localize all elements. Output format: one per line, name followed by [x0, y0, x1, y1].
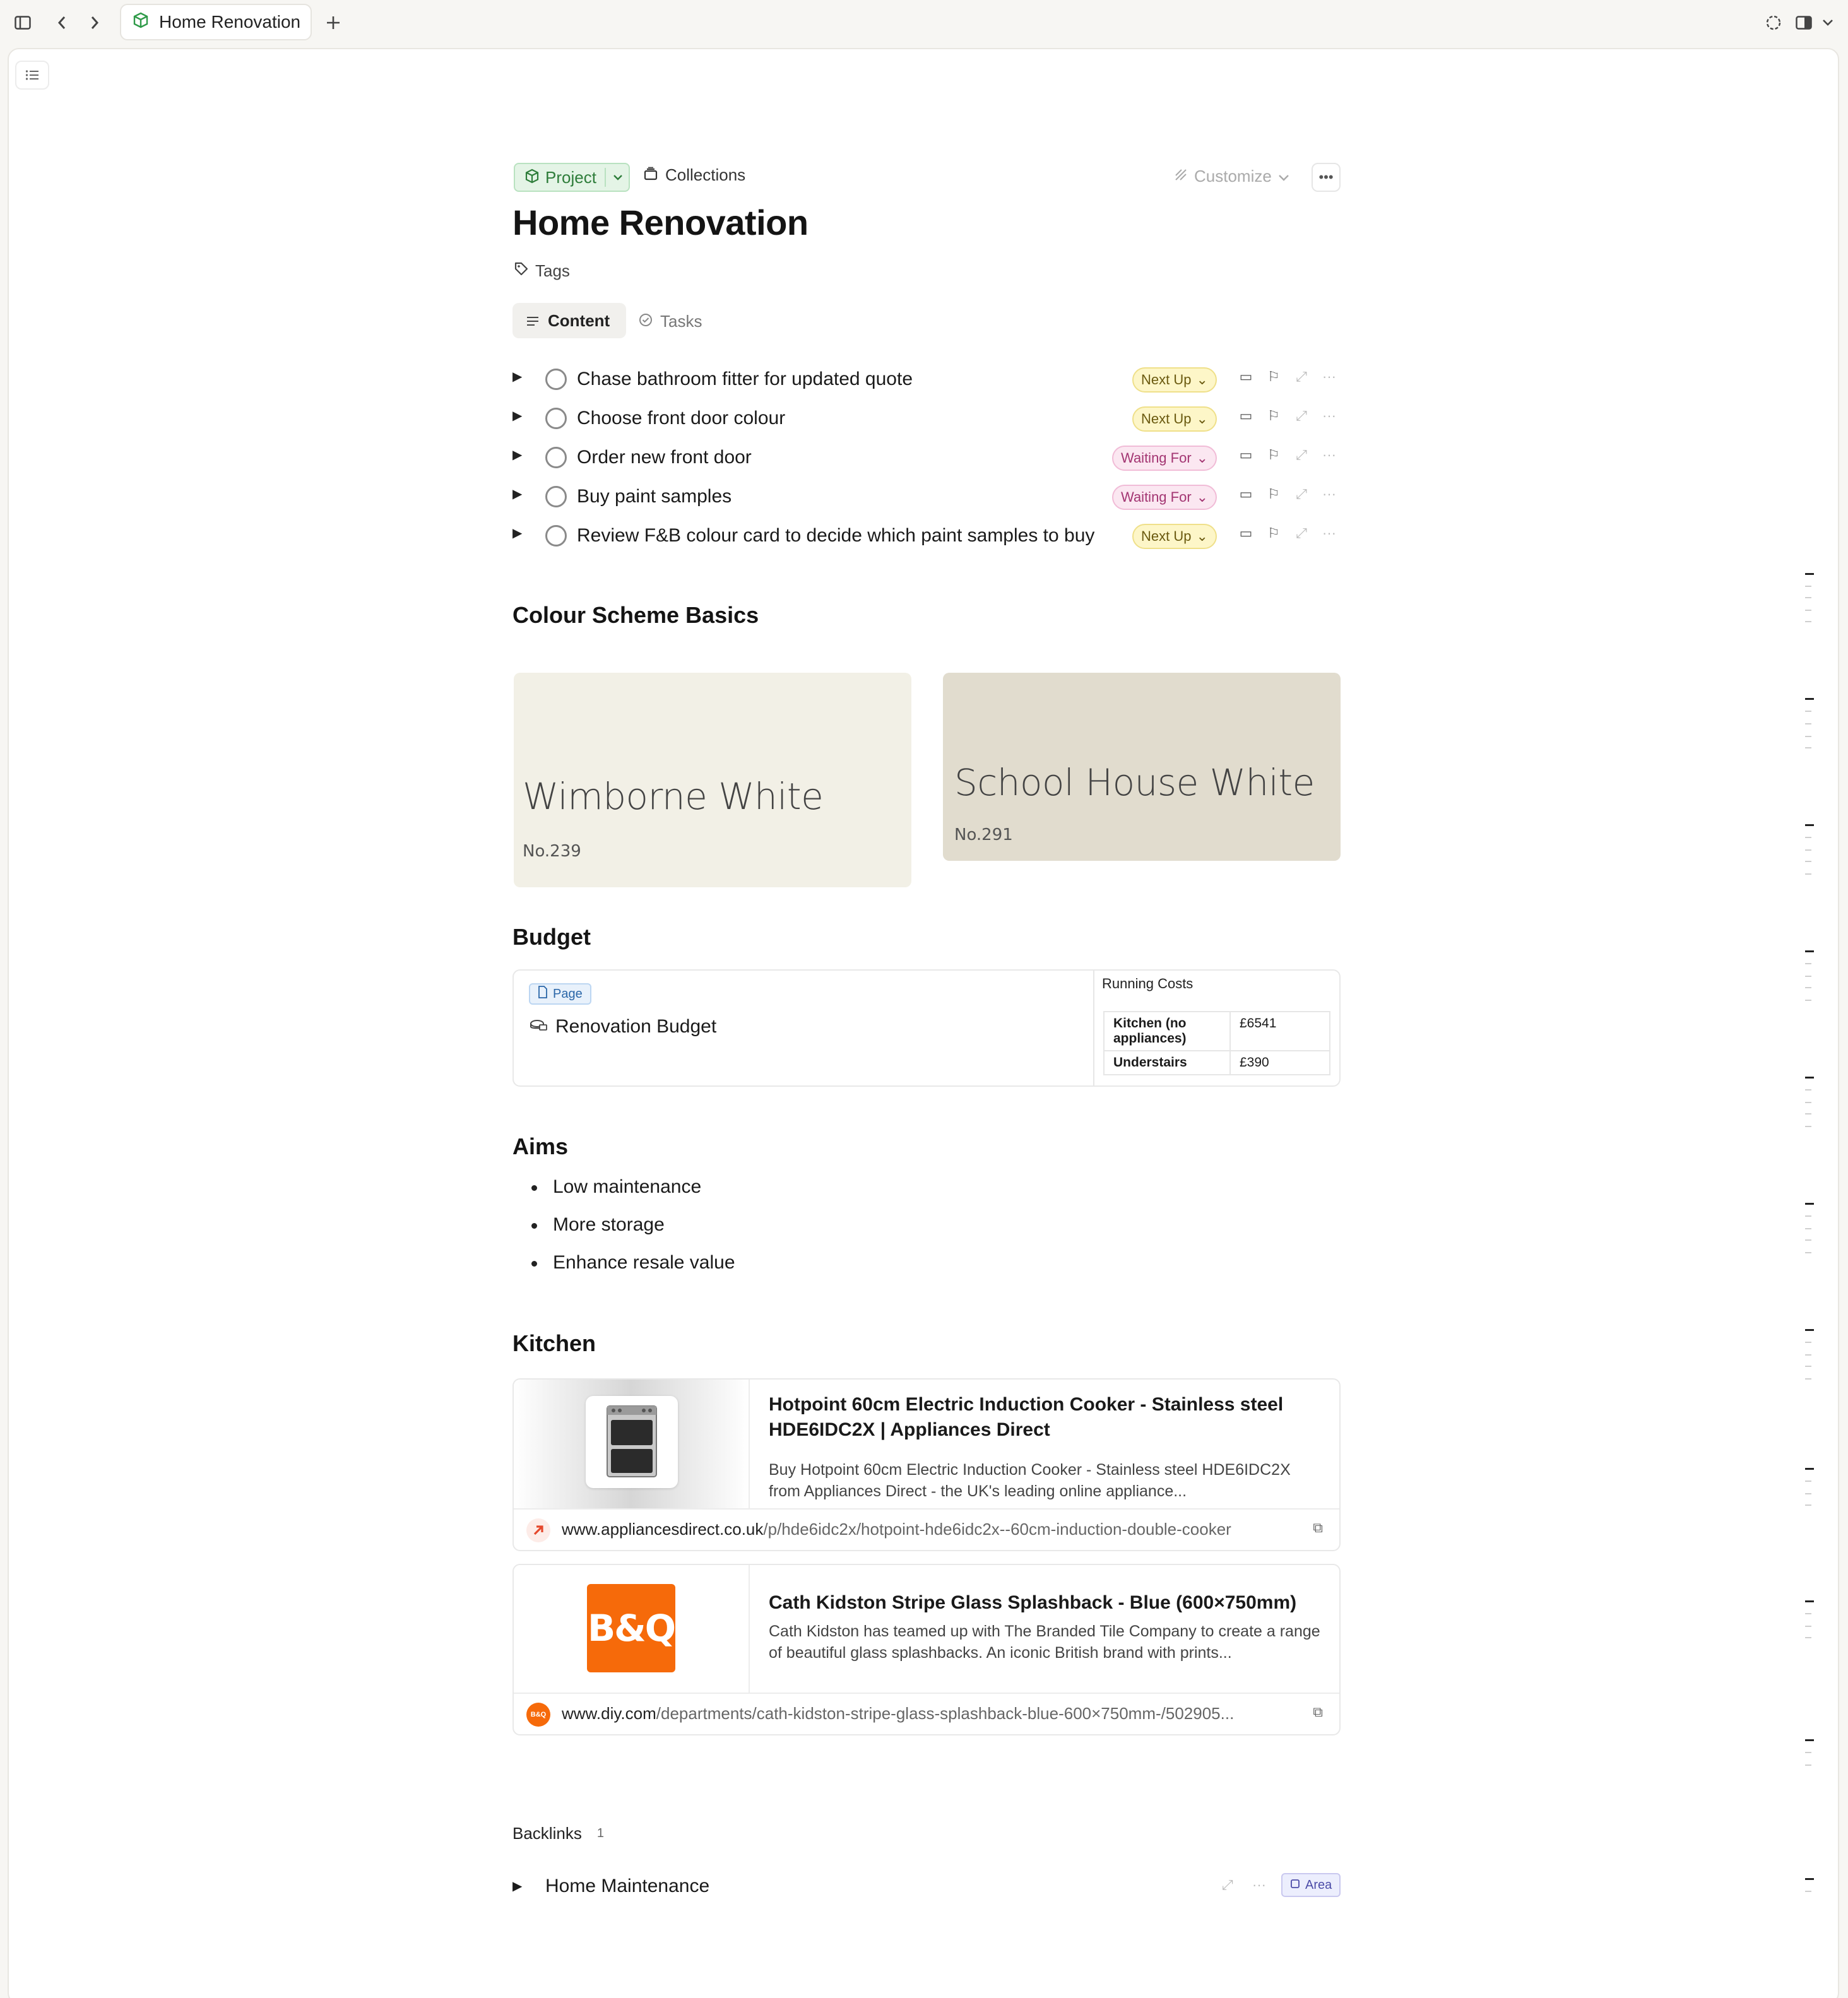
more-options-button[interactable]	[1312, 163, 1341, 192]
task-title[interactable]: Order new front door	[577, 447, 752, 468]
more-icon[interactable]: ···	[1252, 1877, 1266, 1893]
calendar-icon[interactable]: ▭	[1239, 447, 1253, 463]
chevron-down-icon: ⌄	[1196, 411, 1208, 427]
expand-caret-icon[interactable]: ▶	[512, 487, 523, 501]
budget-embed[interactable]	[512, 969, 1341, 1087]
document-icon	[538, 986, 548, 1002]
cost-value: £390	[1230, 1051, 1330, 1075]
calendar-icon[interactable]: ▭	[1239, 486, 1253, 502]
cooker-image	[586, 1396, 678, 1488]
backlink-row[interactable]	[512, 1872, 1341, 1903]
budget-page-link[interactable]	[529, 1016, 716, 1037]
expand-caret-icon[interactable]: ▶	[512, 1879, 523, 1893]
section-heading-colour-scheme: Colour Scheme Basics	[512, 602, 759, 628]
link-preview-card[interactable]	[512, 1378, 1341, 1551]
section-heading-budget: Budget	[512, 924, 591, 950]
backlink-title[interactable]: Home Maintenance	[545, 1876, 710, 1896]
link-url[interactable]: www.appliancesdirect.co.uk/p/hde6idc2x/hotpoint-hde6idc2x--60cm-induction-double-cooker	[562, 1520, 1231, 1539]
calendar-icon[interactable]: ▭	[1239, 408, 1253, 423]
collections-button[interactable]	[644, 165, 745, 185]
running-costs-title: Running Costs	[1102, 976, 1194, 991]
tab-title: Home Renovation	[159, 12, 301, 32]
task-checkbox[interactable]	[545, 525, 567, 547]
appliances-direct-favicon	[526, 1518, 550, 1542]
table-row	[1104, 1051, 1330, 1075]
cost-item: Understairs	[1104, 1051, 1230, 1075]
task-row[interactable]	[512, 360, 1341, 399]
task-row[interactable]	[512, 438, 1341, 477]
list-item[interactable]: Low maintenance	[553, 1176, 702, 1197]
expand-caret-icon[interactable]: ▶	[512, 370, 523, 384]
status-badge[interactable]: Waiting For ⌄	[1112, 485, 1217, 510]
list-item[interactable]: Enhance resale value	[553, 1252, 735, 1273]
sync-icon[interactable]	[1760, 9, 1787, 37]
flag-icon[interactable]: ⚐	[1267, 486, 1280, 502]
open-external-icon[interactable]: ⧉	[1313, 1704, 1323, 1720]
tab-content-label: Content	[548, 310, 610, 330]
cost-item: Kitchen (no appliances)	[1104, 1012, 1230, 1051]
list-icon	[25, 69, 39, 81]
page-type-tag: Page	[529, 983, 591, 1005]
budget-page-title: Renovation Budget	[555, 1016, 717, 1037]
table-row	[1104, 1012, 1330, 1051]
expand-icon[interactable]: ⤢	[1296, 369, 1307, 384]
status-badge[interactable]: Next Up ⌄	[1132, 406, 1217, 432]
calendar-icon[interactable]: ▭	[1239, 369, 1253, 384]
link-thumbnail	[514, 1565, 750, 1693]
project-type-pill[interactable]	[514, 163, 630, 192]
new-tab-icon[interactable]	[319, 9, 347, 37]
outline-toggle-button[interactable]	[15, 61, 49, 90]
tab-home-renovation[interactable]	[120, 4, 312, 40]
customize-button[interactable]	[1174, 167, 1289, 186]
tab-content[interactable]	[512, 303, 626, 338]
tab-tasks-label: Tasks	[660, 312, 702, 331]
list-item[interactable]: More storage	[553, 1214, 665, 1235]
expand-icon[interactable]: ⤢	[1296, 408, 1307, 423]
swatch-number: No.239	[523, 842, 581, 861]
link-thumbnail	[514, 1380, 750, 1508]
page-title[interactable]: Home Renovation	[512, 203, 808, 242]
task-row[interactable]	[512, 516, 1341, 555]
project-type-label: Project	[545, 167, 596, 187]
colour-swatch-card[interactable]	[943, 673, 1341, 861]
collections-label: Collections	[665, 165, 746, 184]
running-costs-table	[1103, 1011, 1330, 1075]
tags-button[interactable]	[514, 261, 570, 281]
more-icon[interactable]: ···	[1322, 525, 1336, 541]
swatch-number: No.291	[954, 825, 1013, 844]
customize-label: Customize	[1194, 167, 1272, 186]
chevron-down-icon: ⌄	[1196, 450, 1209, 466]
status-badge[interactable]: Next Up ⌄	[1132, 367, 1217, 393]
expand-icon[interactable]: ⤢	[1296, 486, 1307, 502]
task-title[interactable]: Review F&B colour card to decide which paint samples to buy	[577, 525, 1095, 546]
section-heading-kitchen: Kitchen	[512, 1330, 596, 1356]
flag-icon[interactable]: ⚐	[1267, 447, 1280, 463]
backlinks-label: Backlinks	[512, 1824, 582, 1843]
tab-tasks[interactable]	[639, 312, 702, 331]
more-icon: •••	[1318, 169, 1334, 185]
more-icon[interactable]: ···	[1322, 486, 1336, 502]
task-title[interactable]: Choose front door colour	[577, 408, 786, 429]
chevron-down-icon: ⌄	[1196, 489, 1209, 505]
status-badge[interactable]: Next Up ⌄	[1132, 524, 1217, 549]
money-icon	[529, 1016, 548, 1037]
more-icon[interactable]: ···	[1322, 369, 1336, 384]
chevron-down-icon: ⌄	[1196, 528, 1208, 544]
flag-icon[interactable]: ⚐	[1267, 525, 1280, 541]
lines-icon	[526, 311, 539, 331]
expand-icon[interactable]: ⤢	[1222, 1877, 1233, 1893]
backlinks-count: 1	[596, 1826, 604, 1840]
area-type-tag: Area	[1281, 1873, 1341, 1897]
paint-icon	[1174, 167, 1188, 186]
cube-icon	[133, 12, 149, 33]
expand-icon[interactable]: ⤢	[1296, 525, 1307, 541]
scroll-minimap[interactable]	[1805, 562, 1818, 1988]
backlinks-header	[512, 1824, 604, 1843]
expand-caret-icon[interactable]: ▶	[512, 409, 523, 423]
bq-favicon: B&Q	[526, 1703, 550, 1727]
status-badge[interactable]: Waiting For ⌄	[1112, 446, 1217, 471]
running-costs-preview	[1093, 971, 1339, 1085]
window-titlebar	[0, 0, 1848, 48]
link-title[interactable]: Hotpoint 60cm Electric Induction Cooker - Stainless steel HDE6IDC2X | Appliances Direct	[769, 1394, 1284, 1440]
more-icon[interactable]: ···	[1322, 447, 1336, 463]
tag-icon	[514, 261, 529, 281]
task-checkbox[interactable]	[545, 447, 567, 468]
check-circle-icon	[639, 312, 653, 331]
open-external-icon[interactable]: ⧉	[1313, 1520, 1323, 1535]
section-heading-aims: Aims	[512, 1133, 569, 1159]
cost-value: £6541	[1230, 1012, 1330, 1051]
tags-label: Tags	[535, 261, 570, 280]
link-preview-card[interactable]	[512, 1564, 1341, 1735]
task-row[interactable]	[512, 477, 1341, 516]
flag-icon[interactable]: ⚐	[1267, 408, 1280, 423]
back-icon[interactable]	[48, 9, 76, 37]
expand-caret-icon[interactable]: ▶	[512, 448, 523, 462]
link-footer	[514, 1693, 1341, 1734]
bq-logo: B&Q	[587, 1584, 675, 1672]
link-footer	[514, 1508, 1341, 1550]
chevron-down-icon	[1278, 167, 1289, 186]
task-title[interactable]: Buy paint samples	[577, 486, 732, 507]
collection-icon	[644, 165, 658, 185]
calendar-icon[interactable]: ▭	[1239, 525, 1253, 541]
task-row[interactable]	[512, 399, 1341, 438]
link-description: Cath Kidston has teamed up with The Branded Tile Company to create a range of beautiful glass splashbacks. An iconic British brand with prints...	[769, 1623, 1320, 1662]
chevron-down-icon[interactable]	[1814, 9, 1842, 37]
link-title[interactable]: Cath Kidston Stripe Glass Splashback - Blue (600×750mm)	[769, 1592, 1297, 1613]
link-url[interactable]: www.diy.com/departments/cath-kidston-stripe-glass-splashback-blue-600×750mm-/502905...	[562, 1704, 1235, 1723]
sidebar-toggle-icon[interactable]	[9, 9, 37, 37]
task-checkbox[interactable]	[545, 408, 567, 429]
expand-icon[interactable]: ⤢	[1296, 447, 1307, 463]
task-checkbox[interactable]	[545, 486, 567, 507]
task-title[interactable]: Chase bathroom fitter for updated quote	[577, 369, 913, 389]
chevron-down-icon: ⌄	[1196, 372, 1208, 387]
colour-swatch-card[interactable]	[514, 673, 911, 887]
chevron-down-icon[interactable]	[612, 167, 624, 192]
flag-icon[interactable]: ⚐	[1267, 369, 1280, 384]
forward-icon[interactable]	[81, 9, 109, 37]
cube-icon	[524, 168, 540, 189]
swatch-name: Wimborne White	[523, 775, 824, 818]
task-checkbox[interactable]	[545, 369, 567, 390]
square-icon	[1290, 1878, 1300, 1893]
link-description: Buy Hotpoint 60cm Electric Induction Cooker - Stainless steel HDE6IDC2X from Appliances Direct - the UK's leading online appliance...	[769, 1461, 1291, 1500]
more-icon[interactable]: ···	[1322, 408, 1336, 423]
swatch-name: School House White	[954, 761, 1315, 804]
expand-caret-icon[interactable]: ▶	[512, 526, 523, 540]
